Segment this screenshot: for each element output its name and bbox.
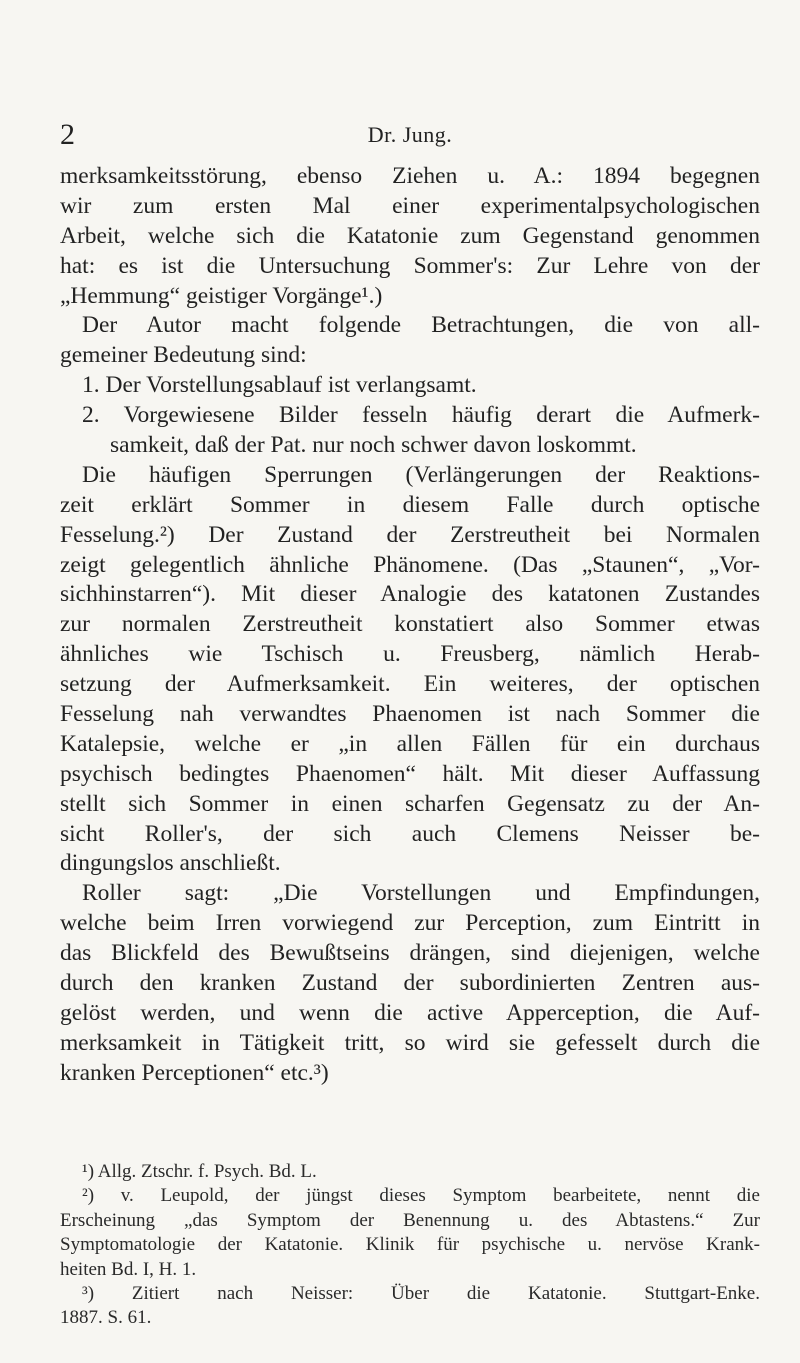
text-line: setzung der Aufmerksamkeit. Ein weiteres, der optischen [60,671,760,698]
text-line: hat: es ist die Untersuchung Sommer's: Zur Lehre von der [60,252,760,279]
text-line: Roller sagt: „Die Vorstellungen und Empfindungen, [82,880,760,907]
text-line: dingungslos anschließt. [60,850,281,877]
text-line: Die häufigen Sperrungen (Verlängerungen der Reaktions- [82,461,760,488]
text-line: zeigt gelegentlich ähnliche Phänomene. (Das „Staunen“, „Vor- [60,551,760,578]
text-line: gemeiner Bedeutung sind: [60,342,307,369]
text-line: ähnliches wie Tschisch u. Freusberg, nämlich Herab- [60,641,760,668]
text-line: Fesselung nah verwandtes Phaenomen ist nach Sommer die [60,701,760,728]
footnote-line: heiten Bd. I, H. 1. [60,1258,197,1280]
text-line: sicht Roller's, der sich auch Clemens Neisser be- [60,820,760,847]
text-line: gelöst werden, und wenn die active Apperception, die Auf- [60,999,760,1026]
text-line: Katalepsie, welche er „in allen Fällen für ein durchaus [60,730,760,757]
footnote-line: ²) v. Leupold, der jüngst dieses Symptom bearbeitete, nennt die [82,1185,760,1207]
text-line: psychisch bedingtes Phaenomen“ hält. Mit dieser Auffassung [60,760,760,787]
footnote-line: ¹) Allg. Ztschr. f. Psych. Bd. L. [82,1161,317,1182]
footnote-line: 1887. S. 61. [60,1307,152,1329]
text-line: Der Autor macht folgende Betrachtungen, die von all- [82,312,760,339]
running-head: Dr. Jung. [367,122,453,147]
text-line: merksamkeitsstörung, ebenso Ziehen u. A.: 1894 begegnen [60,163,760,189]
text-line: das Blickfeld des Bewußtseins drängen, sind diejenigen, welche [60,940,760,967]
page-header [60,118,760,158]
text-line: stellt sich Sommer in einen scharfen Gegensatz zu der An- [60,790,760,817]
text-line: 1. Der Vorstellungsablauf ist verlangsamt. [82,372,477,399]
text-line: wir zum ersten Mal einer experimentalpsychologischen [60,192,760,219]
text-line: durch den kranken Zustand der subordinierten Zentren aus- [60,970,760,997]
page-number: 2 [60,118,75,151]
text-line: „Hemmung“ geistiger Vorgänge¹.) [60,282,383,309]
text-line: Arbeit, welche sich die Katatonie zum Gegenstand genommen [60,222,760,249]
text-line: merksamkeit in Tätigkeit tritt, so wird sie gefesselt durch die [60,1029,760,1056]
text-line: sichhinstarren“). Mit dieser Analogie des katatonen Zustandes [60,581,760,608]
text-line: samkeit, daß der Pat. nur noch schwer davon loskommt. [110,432,637,459]
text-line: zur normalen Zerstreutheit konstatiert also Sommer etwas [60,611,760,638]
text-line: 2. Vorgewiesene Bilder fesseln häufig derart die Aufmerk- [82,402,760,429]
text-line: zeit erklärt Sommer in diesem Falle durch optische [60,491,760,518]
footnote-line: Erscheinung „das Symptom der Benennung u. des Abtastens.“ Zur [60,1209,760,1231]
footnote-line: Symptomatologie der Katatonie. Klinik für psychische u. nervöse Krank- [60,1234,760,1256]
body-text [60,162,760,1089]
text-line: welche beim Irren vorwiegend zur Perception, zum Eintritt in [60,910,760,937]
footnotes [60,1160,760,1331]
text-line: kranken Perceptionen“ etc.³) [60,1059,329,1086]
footnote-line: ³) Zitiert nach Neisser: Über die Katatonie. Stuttgart-Enke. [82,1282,760,1304]
text-line: Fesselung.²) Der Zustand der Zerstreutheit bei Normalen [60,521,760,548]
